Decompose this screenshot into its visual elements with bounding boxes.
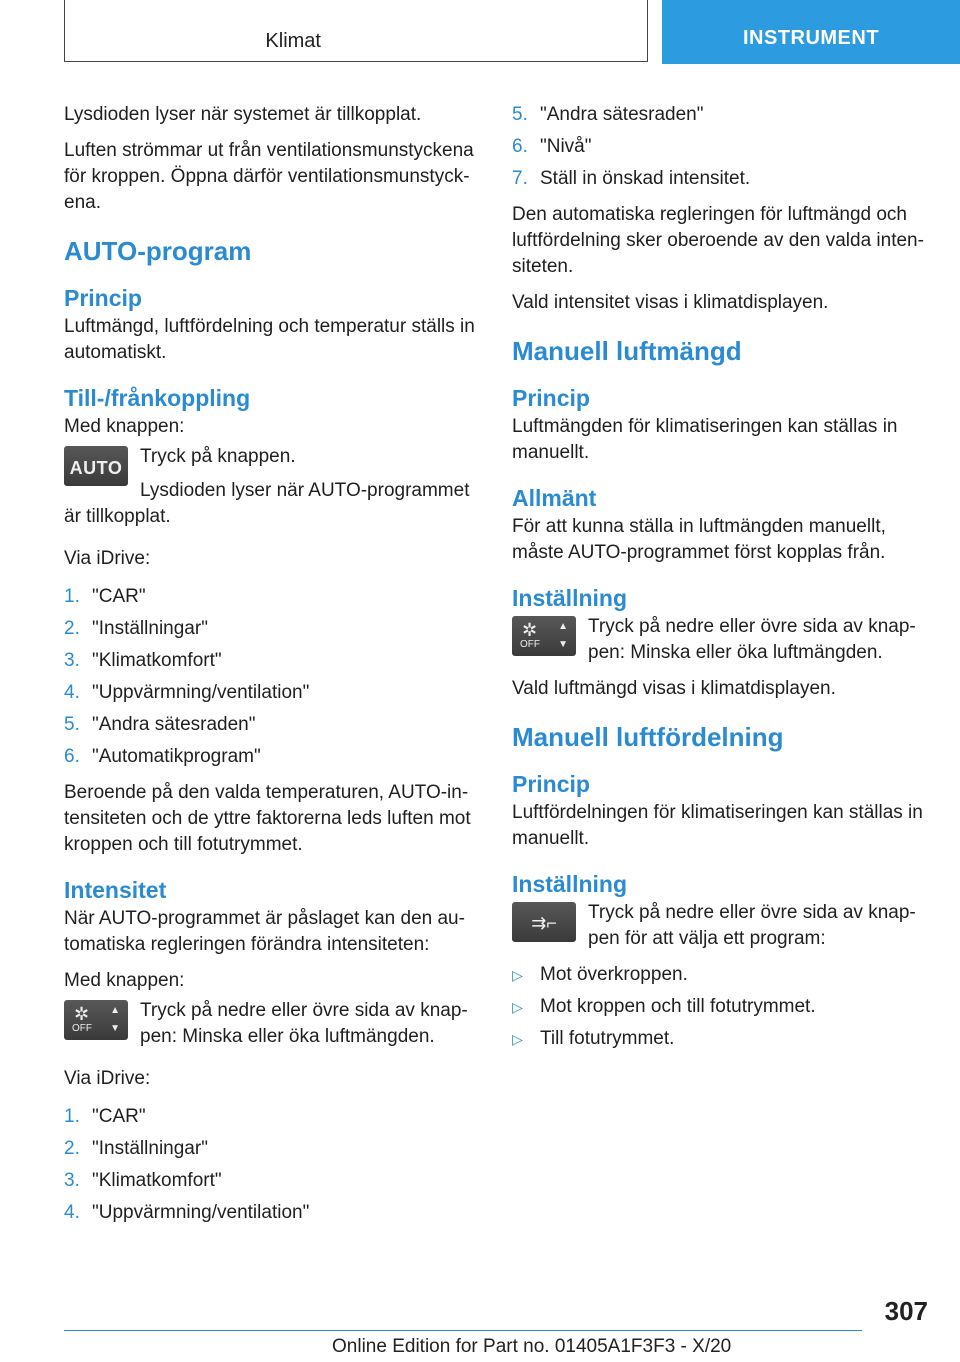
heading-manuell-luftfordelning: Manuell luftfördelning xyxy=(512,722,784,752)
triangle-bullet-icon: ▷ xyxy=(512,967,523,983)
triangle-bullet-icon: ▷ xyxy=(512,999,523,1015)
idrive-steps-list-3 xyxy=(512,102,926,192)
fan-button-instruction xyxy=(64,998,478,1050)
paragraph: Luftfördelningen för klimatiseringen kan ställas in manuellt. xyxy=(512,802,923,849)
list-text: Mot kroppen och till fotutrymmet. xyxy=(540,996,816,1017)
list-item xyxy=(64,1136,478,1162)
list-text: "CAR" xyxy=(92,1106,146,1127)
subheading-princip: Princip xyxy=(512,771,590,797)
list-item xyxy=(64,1200,478,1226)
paragraph: Den automatiska regleringen för luftmängd och luftfördelning sker oberoende av den valda intensiteten. xyxy=(512,204,924,277)
paragraph: Med knappen: xyxy=(64,970,185,991)
fan-button-icon xyxy=(512,616,576,656)
list-text: Till fotutrymmet. xyxy=(540,1028,675,1049)
paragraph: Med knappen: xyxy=(64,416,185,437)
list-item xyxy=(512,994,926,1020)
list-item xyxy=(64,712,478,738)
list-text: Mot överkroppen. xyxy=(540,964,688,985)
list-number: 2. xyxy=(64,618,80,639)
list-item xyxy=(512,166,926,192)
list-number: 6. xyxy=(512,136,528,157)
list-text: "Andra sätesraden" xyxy=(540,104,704,125)
right-column xyxy=(512,102,926,1062)
list-text: "Klimatkomfort" xyxy=(92,1170,222,1191)
air-distribution-button-icon xyxy=(512,902,576,942)
list-number: 4. xyxy=(64,1202,80,1223)
paragraph: Tryck på nedre eller övre sida av knappen: Minska eller öka luftmängden. xyxy=(140,1000,468,1047)
paragraph: Lysdioden lyser när AUTO-programmet är tillkopplat. xyxy=(64,480,470,527)
paragraph: Beroende på den valda temperaturen, AUTO-intensiteten och de yttre faktorerna leds luften mot kroppen och till fotutrymmet. xyxy=(64,782,471,855)
list-item xyxy=(512,102,926,128)
off-label: OFF xyxy=(72,1023,92,1034)
list-text: "Uppvärmning/ventilation" xyxy=(92,682,310,703)
triangle-up-icon: ▲ xyxy=(110,1005,120,1016)
subheading-princip: Princip xyxy=(64,285,142,311)
list-number: 4. xyxy=(64,682,80,703)
list-number: 3. xyxy=(64,1170,80,1191)
subheading-intensitet: Intensitet xyxy=(64,877,167,903)
air-distribution-button-instruction xyxy=(512,900,926,952)
paragraph: För att kunna ställa in luftmängden manuellt, måste AUTO-programmet först kopplas från. xyxy=(512,516,886,563)
subheading-allmant: Allmänt xyxy=(512,485,597,511)
list-text: "CAR" xyxy=(92,586,146,607)
paragraph: Vald intensitet visas i klimatdisplayen. xyxy=(512,292,829,313)
paragraph: Lysdioden lyser när systemet är tillkopplat. xyxy=(64,104,422,125)
list-item xyxy=(64,744,478,770)
paragraph: Tryck på nedre eller övre sida av knappen: Minska eller öka luftmängden. xyxy=(588,616,916,663)
list-text: "Andra sätesraden" xyxy=(92,714,256,735)
heading-auto-program: AUTO-program xyxy=(64,236,252,266)
list-item xyxy=(512,134,926,160)
triangle-up-icon: ▲ xyxy=(558,621,568,632)
airflow-programs-list xyxy=(512,962,926,1052)
list-number: 2. xyxy=(64,1138,80,1159)
list-number: 7. xyxy=(512,168,528,189)
paragraph: Vald luftmängd visas i klimatdisplayen. xyxy=(512,678,836,699)
paragraph: Tryck på nedre eller övre sida av knappen för att välja ett program: xyxy=(588,902,916,949)
fan-button-instruction-2 xyxy=(512,614,926,666)
list-number: 1. xyxy=(64,586,80,607)
paragraph: Via iDrive: xyxy=(64,548,151,569)
subheading-till-frankoppling: Till-/frånkoppling xyxy=(64,385,251,411)
list-number: 6. xyxy=(64,746,80,767)
paragraph: Via iDrive: xyxy=(64,1068,151,1089)
paragraph: Tryck på knappen. xyxy=(140,446,296,467)
list-text: "Inställningar" xyxy=(92,618,208,639)
paragraph: När AUTO-programmet är påslaget kan den automatiska regleringen förändra intensiteten: xyxy=(64,908,465,955)
paragraph: Luftmängd, luftfördelning och temperatur ställs in automatiskt. xyxy=(64,316,475,363)
paragraph: Luften strömmar ut från ventilationsmunstyckena för kroppen. Öppna därför ventilationsmunstyckena. xyxy=(64,140,474,213)
seat-airflow-icon: ⇉⌐ xyxy=(531,913,557,933)
list-number: 3. xyxy=(64,650,80,671)
idrive-steps-list-2 xyxy=(64,1104,478,1226)
idrive-steps-list xyxy=(64,584,478,770)
list-item xyxy=(64,648,478,674)
list-text: "Nivå" xyxy=(540,136,592,157)
list-number: 5. xyxy=(512,104,528,125)
list-item xyxy=(64,1168,478,1194)
footer-divider xyxy=(64,1330,862,1331)
list-text: "Uppvärmning/ventilation" xyxy=(92,1202,310,1223)
fan-icon: ✲ xyxy=(74,1004,90,1024)
auto-button-icon xyxy=(64,446,128,486)
triangle-bullet-icon: ▷ xyxy=(512,1031,523,1047)
triangle-down-icon: ▼ xyxy=(558,639,568,650)
list-item xyxy=(64,1104,478,1130)
off-label: OFF xyxy=(520,639,540,650)
list-item xyxy=(64,616,478,642)
header-chapter-tab: INSTRUMENT xyxy=(662,0,960,64)
auto-button-label: AUTO xyxy=(69,458,123,478)
list-item xyxy=(64,584,478,610)
list-item xyxy=(64,680,478,706)
subheading-princip: Princip xyxy=(512,385,590,411)
footer-edition-text: Online Edition for Part no. 01405A1F3F3 - X/20 xyxy=(332,1336,732,1357)
fan-icon: ✲ xyxy=(522,620,538,640)
list-number: 5. xyxy=(64,714,80,735)
list-text: "Automatikprogram" xyxy=(92,746,261,767)
list-number: 1. xyxy=(64,1106,80,1127)
subheading-installning: Inställning xyxy=(512,871,627,897)
subheading-installning: Inställning xyxy=(512,585,627,611)
header-section-title: Klimat xyxy=(265,30,321,52)
heading-manuell-luftmangd: Manuell luftmängd xyxy=(512,336,742,366)
left-column xyxy=(64,102,478,1236)
list-text: "Klimatkomfort" xyxy=(92,650,222,671)
triangle-down-icon: ▼ xyxy=(110,1023,120,1034)
header-box xyxy=(64,0,648,62)
paragraph: Luftmängden för klimatiseringen kan ställas in manuellt. xyxy=(512,416,898,463)
list-item xyxy=(512,962,926,988)
auto-button-instruction xyxy=(64,444,478,530)
list-text: Ställ in önskad intensitet. xyxy=(540,168,751,189)
page-number: 307 xyxy=(884,1296,928,1326)
list-text: "Inställningar" xyxy=(92,1138,208,1159)
fan-button-icon xyxy=(64,1000,128,1040)
list-item xyxy=(512,1026,926,1052)
